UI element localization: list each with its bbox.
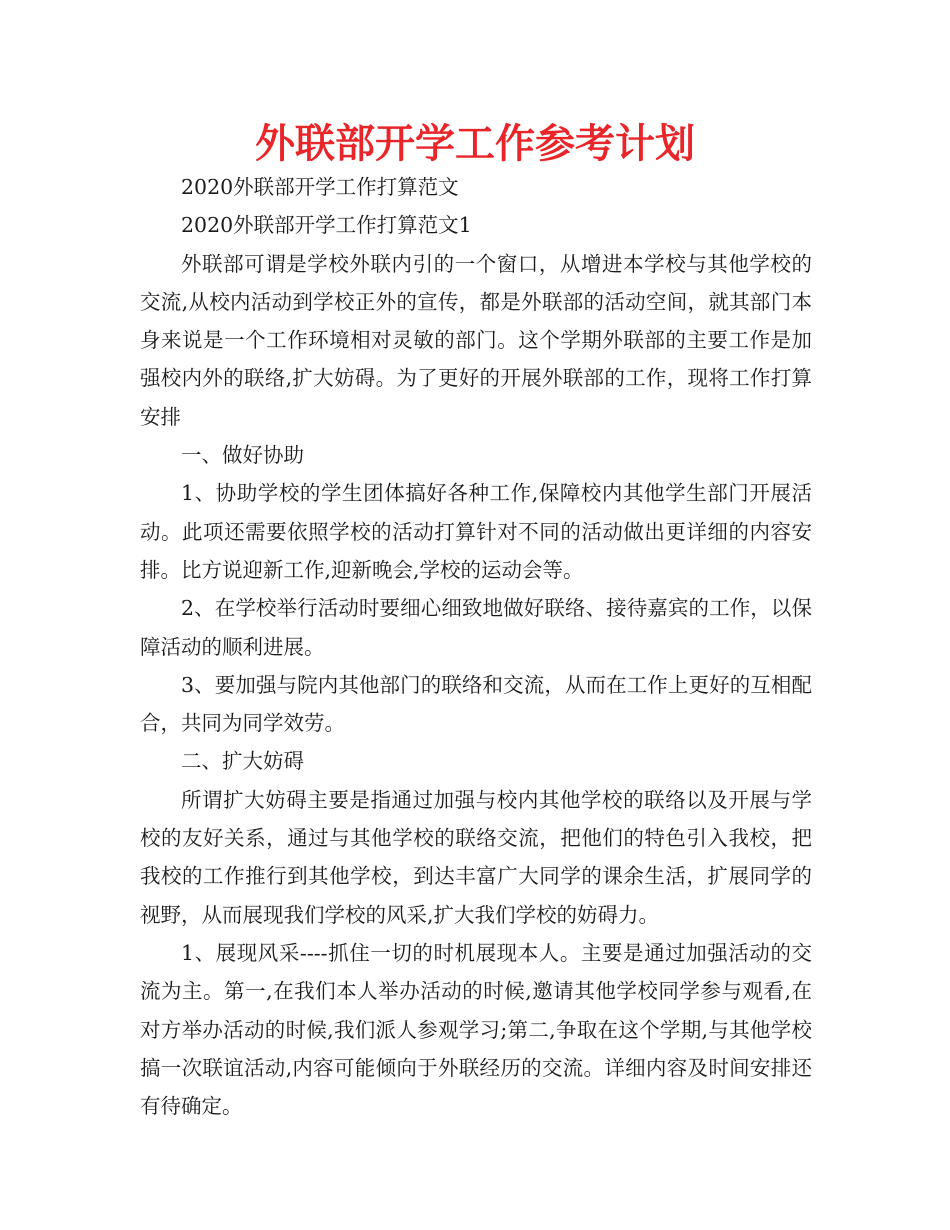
paragraph: 1、协助学校的学生团体搞好各种工作,保障校内其他学生部门开展活动。此项还需要依照学校的活动打算针对不同的活动做出更详细的内容安排。比方说迎新工作,迎新晚会,学校的运动会等。 bbox=[140, 481, 812, 582]
section-heading: 一、做好协助 bbox=[181, 443, 304, 468]
paragraph: 2020外联部开学工作打算范文1 bbox=[181, 213, 472, 238]
document-body bbox=[140, 168, 812, 1125]
paragraph: 2、在学校举行活动时要细心细致地做好联络、接待嘉宾的工作，以保障活动的顺利进展。 bbox=[140, 596, 812, 659]
paragraph: 3、要加强与院内其他部门的联络和交流，从而在工作上更好的互相配合，共同为同学效劳。 bbox=[140, 672, 812, 736]
document-title: 外联部开学工作参考计划 bbox=[255, 121, 695, 167]
paragraph: 1、展现风采----抓住一切的时机展现本人。主要是通过加强活动的交流为主。第一,在我们本人举办活动的时候,邀请其他学校同学参与观看,在对方举办活动的时候,我们派人参观学习;第二,争取在这个学期,与其他学校搞一次联谊活动,内容可能倾向于外联经历的交流。详细内容及时间安排还有待确定。 bbox=[140, 940, 812, 1119]
paragraph: 2020外联部开学工作打算范文 bbox=[181, 175, 459, 199]
section-heading: 二、扩大妨碍 bbox=[181, 749, 304, 774]
paragraph: 外联部可谓是学校外联内引的一个窗口，从增进本学校与其他学校的交流,从校内活动到学校正外的宣传，都是外联部的活动空间，就其部门本身来说是一个工作环境相对灵敏的部门。这个学期外联部的主要工作是加强校内外的联络,扩大妨碍。为了更好的开展外联部的工作，现将工作打算安排 bbox=[140, 251, 812, 429]
paragraph: 所谓扩大妨碍主要是指通过加强与校内其他学校的联络以及开展与学校的友好关系，通过与其他学校的联络交流，把他们的特色引入我校，把我校的工作推行到其他学校，到达丰富广大同学的课余生活，扩展同学的视野，从而展现我们学校的风采,扩大我们学校的妨碍力。 bbox=[140, 787, 812, 927]
